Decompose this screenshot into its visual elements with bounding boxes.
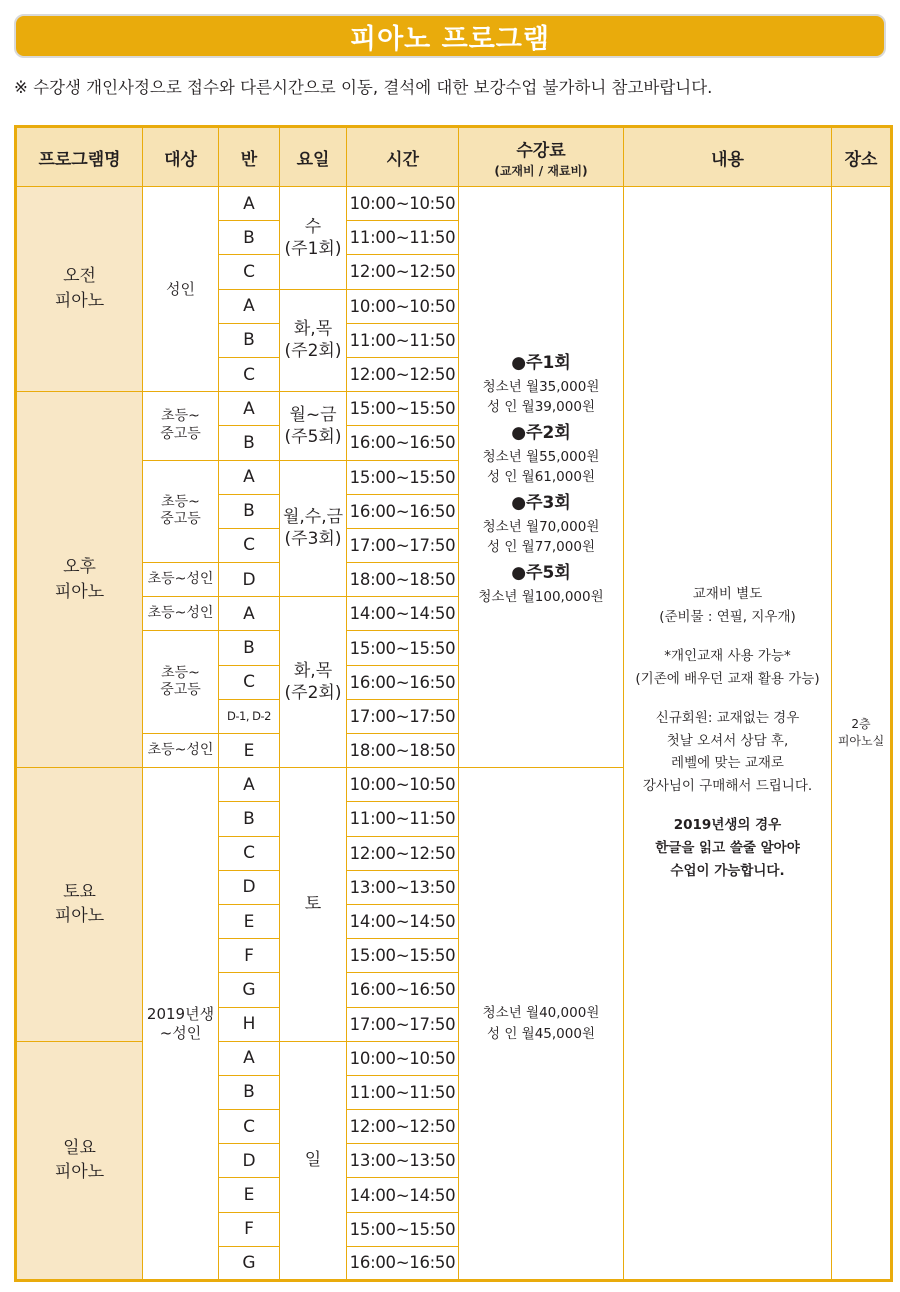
time-cell: 16:00~16:50 [347,1246,459,1280]
program-table [14,125,893,1282]
day-cell: 월,수,금 (주3회) [280,460,347,597]
time-cell: 15:00~15:50 [347,939,459,973]
target-cell: 초등~ 중고등 [143,631,219,734]
class-cell: B [219,1075,280,1109]
header-day: 요일 [280,127,347,187]
program-sunday: 일요 피아노 [16,1041,143,1280]
class-cell: B [219,631,280,665]
header-target: 대상 [143,127,219,187]
class-cell: D [219,563,280,597]
class-cell: C [219,1110,280,1144]
class-cell: A [219,392,280,426]
class-cell: G [219,1246,280,1280]
time-cell: 11:00~11:50 [347,802,459,836]
content-para-important: 2019년생의 경우 한글을 읽고 쓸줄 알아야 수업이 가능합니다. [655,817,800,880]
time-cell: 16:00~16:50 [347,494,459,528]
day-cell: 토 [280,768,347,1042]
class-cell-d-pair: D-1, D-2 [219,699,280,733]
class-cell: D [219,1144,280,1178]
day-cell: 일 [280,1041,347,1280]
time-cell: 17:00~17:50 [347,1007,459,1041]
time-cell: 10:00~10:50 [347,1041,459,1075]
page-title: 피아노 프로그램 [350,23,550,55]
time-cell: 10:00~10:50 [347,187,459,221]
header-fee-label: 수강료 [516,140,566,161]
class-cell: A [219,187,280,221]
target-cell: 초등~성인 [143,734,219,768]
time-cell: 13:00~13:50 [347,1144,459,1178]
class-cell: B [219,802,280,836]
class-cell: C [219,528,280,562]
fee-block: ●주5회 청소년 월100,000원 [478,563,604,605]
day-cell: 화,목 (주2회) [280,289,347,392]
title-banner [14,14,886,58]
time-cell: 12:00~12:50 [347,836,459,870]
day-cell: 월~금 (주5회) [280,392,347,460]
time-cell: 10:00~10:50 [347,289,459,323]
time-cell: 17:00~17:50 [347,528,459,562]
time-cell: 11:00~11:50 [347,1075,459,1109]
header-program: 프로그램명 [16,127,143,187]
class-cell: C [219,357,280,391]
class-cell: E [219,904,280,938]
header-class: 반 [219,127,280,187]
time-cell: 16:00~16:50 [347,973,459,1007]
time-cell: 15:00~15:50 [347,631,459,665]
class-cell: B [219,323,280,357]
class-cell: B [219,426,280,460]
table-row [16,187,892,221]
content-para: 신규회원: 교재없는 경우 첫날 오셔서 상담 후, 레벨에 맞는 교재로 강사님이 구매해서 드립니다. [642,709,813,795]
notice-text: ※ 수강생 개인사정으로 접수와 다른시간으로 이동, 결석에 대한 보강수업 불가하니 참고바랍니다. [14,78,713,97]
class-cell: F [219,939,280,973]
fee-block: ●주2회 청소년 월55,000원 성 인 월61,000원 [482,423,600,485]
class-cell: A [219,1041,280,1075]
target-cell: 성인 [143,187,219,392]
fee-block: ●주3회 청소년 월70,000원 성 인 월77,000원 [482,493,600,555]
class-cell: C [219,836,280,870]
program-saturday: 토요 피아노 [16,768,143,1042]
class-cell: C [219,255,280,289]
class-cell: A [219,597,280,631]
class-cell: E [219,734,280,768]
time-cell: 11:00~11:50 [347,221,459,255]
class-cell: E [219,1178,280,1212]
class-cell: B [219,221,280,255]
time-cell: 15:00~15:50 [347,460,459,494]
content-para: *개인교재 사용 가능* (기존에 배우던 교재 활용 가능) [635,647,820,687]
time-cell: 16:00~16:50 [347,665,459,699]
target-cell: 초등~성인 [143,563,219,597]
target-cell: 초등~ 중고등 [143,460,219,563]
header-place: 장소 [832,127,892,187]
time-cell: 12:00~12:50 [347,255,459,289]
class-cell: B [219,494,280,528]
program-morning: 오전 피아노 [16,187,143,392]
time-cell: 10:00~10:50 [347,768,459,802]
header-content: 내용 [624,127,832,187]
fee-weekday-cell [459,187,624,768]
target-cell: 초등~성인 [143,597,219,631]
time-cell: 15:00~15:50 [347,392,459,426]
class-cell: D [219,870,280,904]
day-cell: 수 (주1회) [280,187,347,290]
time-cell: 18:00~18:50 [347,734,459,768]
class-cell: H [219,1007,280,1041]
target-cell: 2019년생 ~성인 [143,768,219,1281]
class-cell: A [219,768,280,802]
class-cell: F [219,1212,280,1246]
fee-weekend-cell: 청소년 월40,000원 성 인 월45,000원 [459,768,624,1281]
time-cell: 15:00~15:50 [347,1212,459,1246]
header-fee-sub: (교재비 / 재료비) [494,163,588,178]
time-cell: 12:00~12:50 [347,357,459,391]
header-fee [459,127,624,187]
time-cell: 11:00~11:50 [347,323,459,357]
content-para: 교재비 별도 (준비물 : 연필, 지우개) [659,585,796,625]
target-cell: 초등~ 중고등 [143,392,219,460]
time-cell: 18:00~18:50 [347,563,459,597]
fee-block: ●주1회 청소년 월35,000원 성 인 월39,000원 [482,353,600,415]
header-time: 시간 [347,127,459,187]
time-cell: 14:00~14:50 [347,597,459,631]
place-cell: 2층 피아노실 [832,187,892,1281]
content-cell [624,187,832,1281]
class-cell: G [219,973,280,1007]
time-cell: 17:00~17:50 [347,699,459,733]
time-cell: 12:00~12:50 [347,1110,459,1144]
time-cell: 16:00~16:50 [347,426,459,460]
time-cell: 13:00~13:50 [347,870,459,904]
time-cell: 14:00~14:50 [347,1178,459,1212]
time-cell: 14:00~14:50 [347,904,459,938]
class-cell: A [219,289,280,323]
day-cell: 화,목 (주2회) [280,597,347,768]
class-cell: A [219,460,280,494]
header-row [16,127,892,187]
class-cell: C [219,665,280,699]
program-afternoon: 오후 피아노 [16,392,143,768]
